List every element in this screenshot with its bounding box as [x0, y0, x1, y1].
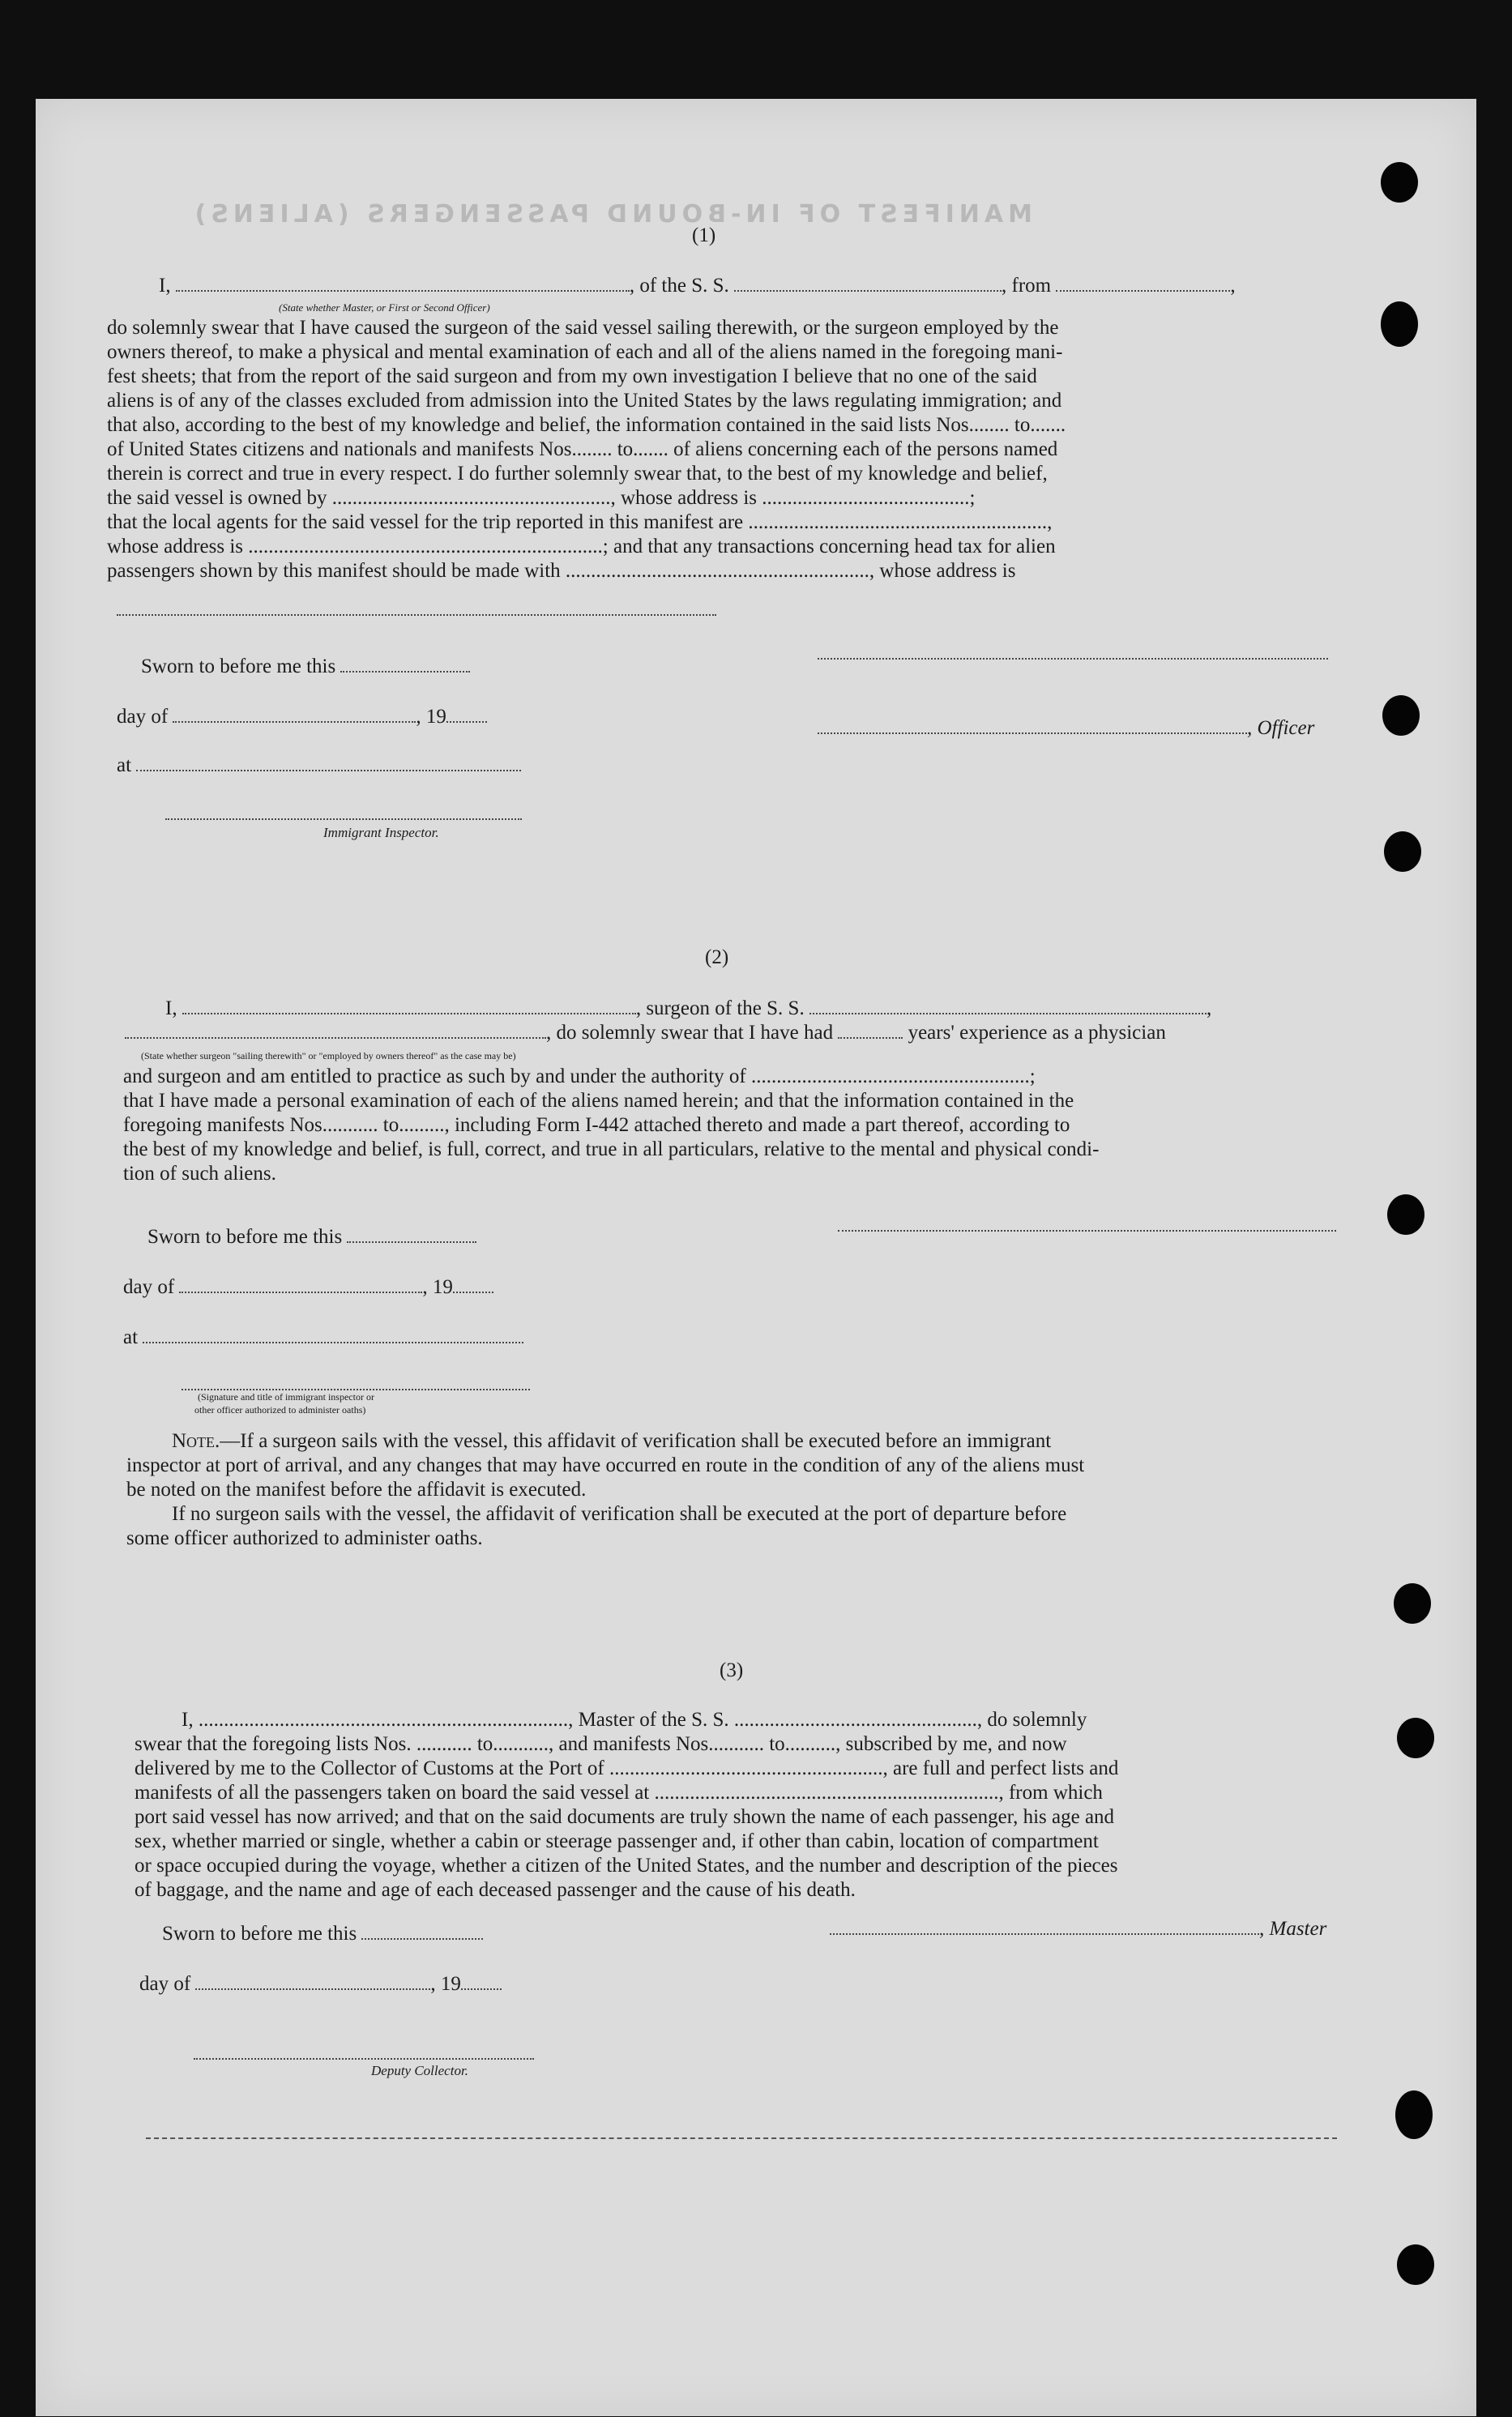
s1-body-1: owners thereof, to make a physical and mental examination of each and all of the aliens named in the foregoing mani- — [107, 341, 1063, 363]
s3-body-7: of baggage, and the name and age of each deceased passenger and the cause of his death. — [135, 1879, 856, 1901]
s1-line1: I, , of the S. S. , from , — [159, 275, 1236, 297]
s2-ship-blank[interactable] — [809, 998, 1207, 1014]
punch-hole-9 — [1397, 2244, 1434, 2285]
s1-address-blank[interactable] — [117, 614, 716, 616]
s1-body-3: aliens is of any of the classes excluded from admission into the United States by the laws regulating immigration; and — [107, 390, 1062, 412]
s1-officer-line — [818, 716, 1314, 741]
section-2-number: (2) — [705, 946, 729, 968]
s3-collector-sig[interactable] — [194, 2058, 534, 2060]
s3-master-line — [830, 1917, 1326, 1941]
s2-line1: I, , surgeon of the S. S. , — [165, 997, 1212, 1019]
s2-body-3: the best of my knowledge and belief, is full, correct, and true in all particulars, relative to the mental and physical condi- — [123, 1138, 1100, 1160]
s1-officer-blank[interactable] — [176, 275, 630, 292]
s1-at-label: at — [117, 754, 132, 776]
s3-year-blank[interactable] — [461, 1974, 502, 1990]
s1-year-label: , 19 — [416, 706, 446, 728]
s2-year-label: , 19 — [422, 1276, 453, 1298]
s3-master-label: , Master — [1259, 1918, 1327, 1940]
s2-body-4: tion of such aliens. — [123, 1163, 276, 1185]
s3-body-5: sex, whether married or single, whether a cabin or steerage passenger and, if other than cabin, location of compartment — [135, 1830, 1099, 1852]
s1-body-2: fest sheets; that from the report of the said surgeon and from my own investigation I believe that no one of the said — [107, 365, 1037, 387]
s3-body-1: swear that the foregoing lists Nos. ........... to..........., and manifests Nos........... to.........., subscribed by me, and now — [135, 1733, 1067, 1755]
s1-inspector-label: Immigrant Inspector. — [323, 825, 439, 840]
s2-day-label: day of — [123, 1276, 175, 1298]
document-page — [36, 99, 1476, 2416]
s2-sig-caption-2: other officer authorized to administer oaths) — [194, 1404, 366, 1416]
s1-from-label: , from — [1002, 275, 1052, 297]
s3-body-6: or space occupied during the voyage, whether a citizen of the United States, and the number and description of the pieces — [135, 1855, 1118, 1877]
punch-hole-1 — [1381, 162, 1418, 203]
s1-caption: (State whether Master, or First or Second Officer) — [279, 301, 490, 314]
s1-sworn-blank[interactable] — [340, 656, 470, 673]
s2-years-label: years' experience as a physician — [908, 1022, 1166, 1044]
section-3-number: (3) — [720, 1659, 744, 1681]
s3-collector-label: Deputy Collector. — [371, 2063, 468, 2078]
s1-body-7: the said vessel is owned by ......................................................., whose address is .........................................; — [107, 487, 976, 509]
s1-ss-label: , of the S. S. — [629, 275, 729, 297]
s2-sworn-blank[interactable] — [347, 1227, 476, 1243]
s1-ship-blank[interactable] — [734, 275, 1002, 292]
s1-officer-sig-top[interactable] — [818, 658, 1328, 660]
faint-header: MANIFEST OF IN-BOUND PASSENGERS (ALIENS) — [190, 200, 1032, 228]
punch-hole-8 — [1395, 2090, 1433, 2139]
s2-at-label: at — [123, 1326, 139, 1348]
s2-day-blank[interactable] — [179, 1277, 422, 1293]
punch-hole-2 — [1381, 301, 1418, 347]
s3-body-3: manifests of all the passengers taken on board the said vessel at ...................................................................., from which — [135, 1782, 1103, 1804]
punch-hole-7 — [1397, 1718, 1434, 1758]
section-1-number: (1) — [692, 224, 716, 246]
s2-body-2: foregoing manifests Nos........... to........., including Form I-442 attached thereto and made a part thereof, according to — [123, 1114, 1070, 1136]
s2-swear-label: , do solemnly swear that I have had — [546, 1022, 834, 1044]
s2-at-blank[interactable] — [143, 1327, 523, 1343]
punch-hole-4 — [1384, 831, 1421, 872]
s2-sworn-label: Sworn to before me this — [147, 1226, 343, 1248]
s1-body-9: whose address is ......................................................................; and that any transactions concerning head tax for alien — [107, 536, 1056, 557]
s1-body-10: passengers shown by this manifest should be made with ............................................................, whose address is — [107, 560, 1016, 582]
s1-day-label: day of — [117, 706, 169, 728]
s1-day-blank[interactable] — [173, 707, 416, 723]
bottom-rule — [146, 2137, 1337, 2139]
s1-sworn — [141, 655, 470, 679]
s1-body-5: of United States citizens and nationals and manifests Nos........ to....... of aliens concerning each of the persons named — [107, 438, 1058, 460]
s3-body-0: I, ........................................................................., Master of the S. S. ................................................, do solemnly — [182, 1709, 1087, 1731]
s3-day — [139, 1972, 502, 1996]
s2-surgeon-sig[interactable] — [838, 1230, 1336, 1232]
s1-day — [117, 705, 487, 729]
s1-body-0: do solemnly swear that I have caused the surgeon of the said vessel sailing therewith, or the surgeon employed by the — [107, 317, 1059, 339]
s3-body-2: delivered by me to the Collector of Customs at the Port of ......................................................, are full and perfect lists and — [135, 1757, 1119, 1779]
s2-capacity-blank[interactable] — [125, 1023, 546, 1039]
s3-body-4: port said vessel has now arrived; and that on the said documents are truly shown the name of each passenger, his age and — [135, 1806, 1115, 1828]
s2-sig-caption-1: (Signature and title of immigrant inspector or — [198, 1391, 374, 1403]
s2-note-line-4: some officer authorized to administer oaths. — [126, 1527, 483, 1549]
s1-at-blank[interactable] — [136, 755, 521, 771]
s3-sworn — [162, 1922, 483, 1946]
s1-officer-sig-blank[interactable] — [818, 718, 1247, 734]
punch-hole-6 — [1394, 1583, 1431, 1624]
punch-hole-5 — [1387, 1194, 1424, 1235]
s1-officer-label: , Officer — [1247, 717, 1315, 739]
s1-year-blank[interactable] — [446, 707, 487, 723]
s3-year-label: , 19 — [430, 1973, 461, 1995]
s3-day-label: day of — [139, 1973, 191, 1995]
s2-at — [123, 1326, 523, 1350]
s1-sworn-label: Sworn to before me this — [141, 655, 336, 677]
s1-at — [117, 754, 521, 778]
s2-years-blank[interactable] — [838, 1023, 903, 1039]
punch-hole-3 — [1382, 695, 1420, 736]
s1-from-blank[interactable] — [1056, 275, 1230, 292]
s2-note-line-1: inspector at port of arrival, and any changes that may have occurred en route in the condition of any of the aliens must — [126, 1454, 1085, 1476]
s1-body-8: that the local agents for the said vessel for the trip reported in this manifest are ..........................................................., — [107, 511, 1053, 533]
s3-master-sig-blank[interactable] — [830, 1919, 1259, 1935]
s2-line2 — [125, 1021, 1166, 1045]
s2-surgeon-blank[interactable] — [182, 998, 636, 1014]
s2-caption: (State whether surgeon "sailing therewith" or "employed by owners thereof" as the case may be) — [141, 1050, 516, 1061]
s3-sworn-blank[interactable] — [361, 1924, 483, 1940]
s2-note-line-3: If no surgeon sails with the vessel, the affidavit of verification shall be executed at the port of departure before — [172, 1503, 1067, 1525]
s1-body-4: that also, according to the best of my knowledge and belief, the information contained in the said lists Nos........ to....... — [107, 414, 1066, 436]
s1-inspector-sig[interactable] — [165, 818, 522, 820]
s2-note-line-2: be noted on the manifest before the affidavit is executed. — [126, 1479, 587, 1501]
s3-sworn-label: Sworn to before me this — [162, 1923, 357, 1945]
s1-i-label: I, — [159, 275, 171, 297]
s2-note-label: Note. — [172, 1430, 220, 1452]
s2-body-0: and surgeon and am entitled to practice as such by and under the authority of .......................................................; — [123, 1065, 1036, 1087]
s2-body-1: that I have made a personal examination of each of the aliens named herein; and that the information contained in the — [123, 1090, 1074, 1112]
s2-i-label: I, — [165, 997, 177, 1019]
s2-ss-label: , surgeon of the S. S. — [635, 997, 805, 1019]
s2-day — [123, 1275, 493, 1300]
s2-year-blank[interactable] — [453, 1277, 493, 1293]
s2-note-line-0 — [172, 1429, 1051, 1454]
s1-body-6: therein is correct and true in every respect. I do further solemnly swear that, to the best of my knowledge and belief, — [107, 463, 1048, 485]
s2-sworn — [147, 1225, 476, 1249]
s3-day-blank[interactable] — [195, 1974, 430, 1990]
s2-note-text-0: —If a surgeon sails with the vessel, this affidavit of verification shall be executed before an immigrant — [220, 1430, 1052, 1452]
